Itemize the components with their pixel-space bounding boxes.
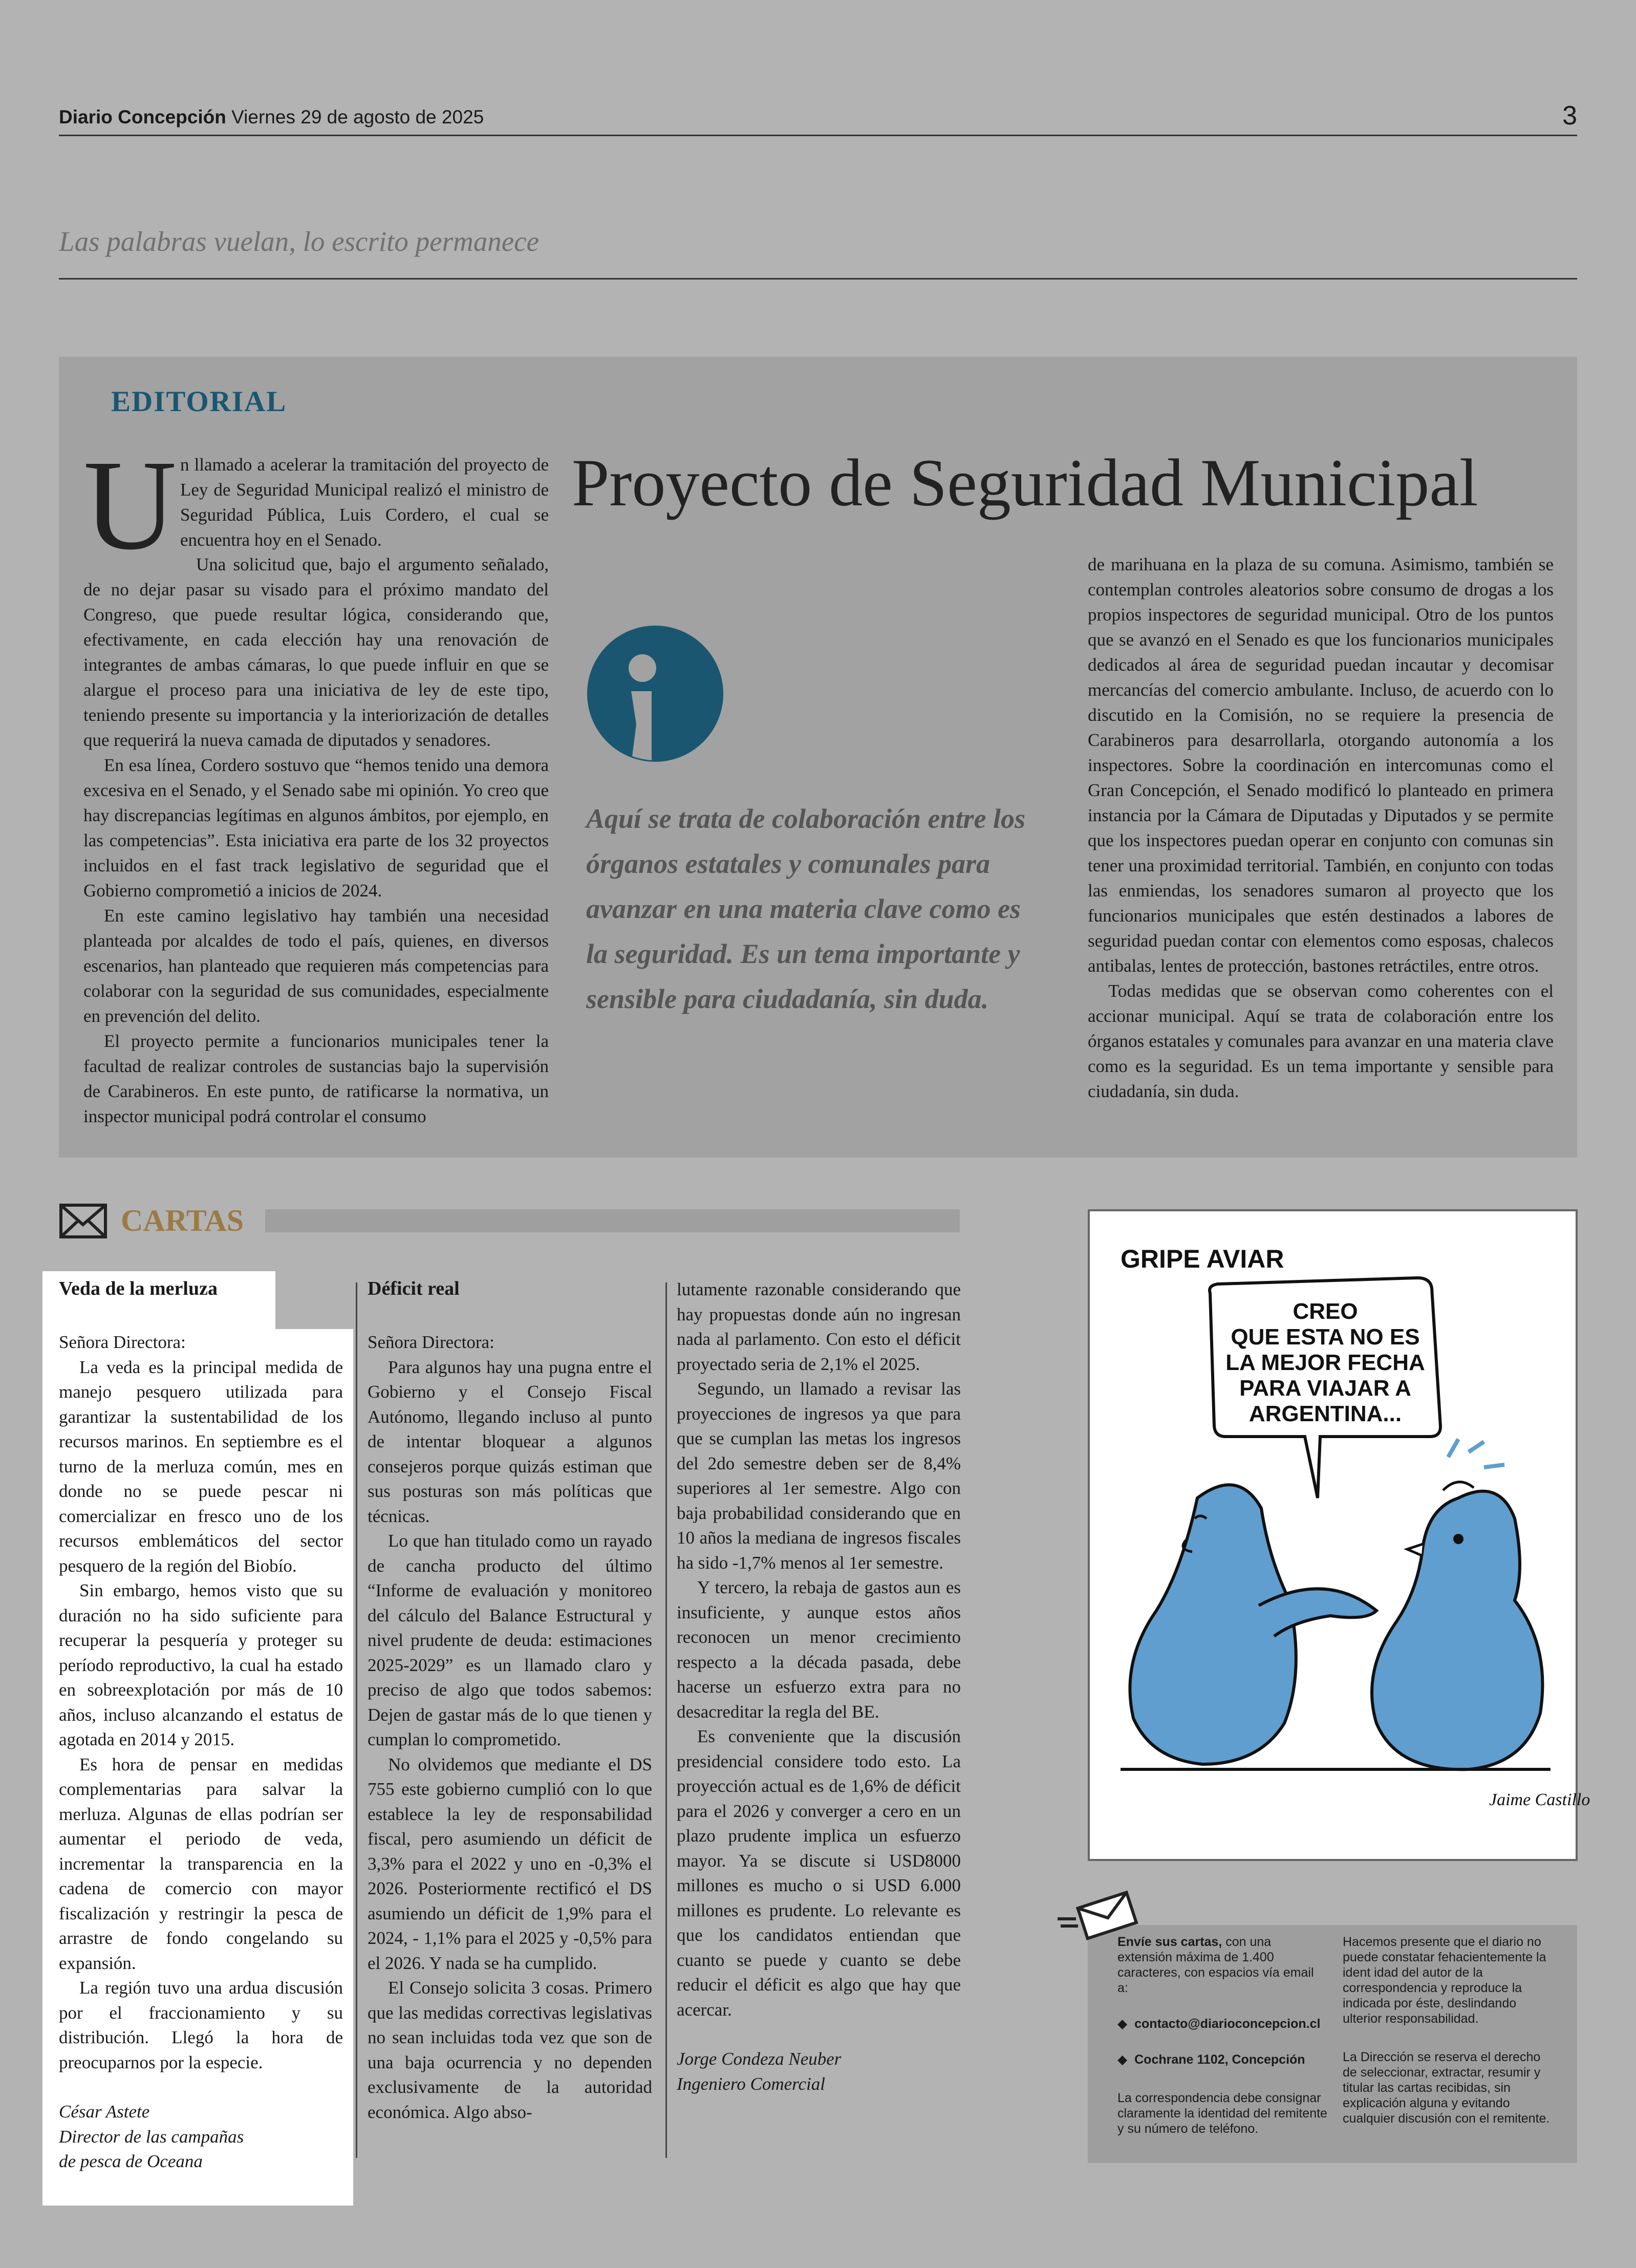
info-right-column xyxy=(1343,1934,1558,2126)
paper-name: Diario Concepción xyxy=(59,106,226,127)
letter-paragraph: El Consejo solicita 3 cosas. Primero que las medidas correctivas legislativas no sean incluidas toda vez que son de una baja ocurrencia y no dependen exclusivamente de la autoridad económica. Algo abso- xyxy=(368,1978,652,2122)
editorial-paragraph: El proyecto permite a funcionarios municipales tener la facultad de realizar controles de sustancias bajo la supervisión de Carabineros. En este punto, de ratificarse la normativa, un inspector municipal podrá controlar el consumo xyxy=(83,1031,549,1126)
info-intro-bold: Envíe sus cartas, xyxy=(1117,1935,1222,1949)
letter-signature-org: de pesca de Oceana xyxy=(59,2151,203,2171)
editorial-paragraph: En esa línea, Cordero sostuvo que “hemos tenido una demora excesiva en el Senado, y el Senado sabe mi opinión. Yo creo que hay discrepancias legítimas en algunos ámbitos, por ejemplo, en las competencias”. Esta iniciativa era parte de los 32 proyectos incluidos en el fast track legislativo de seguridad que el Gobierno comprometió a inicios de 2024. xyxy=(83,755,549,901)
editorial-cartoon xyxy=(1088,1209,1590,1861)
letter-paragraph: Segundo, un llamado a revisar las proyecciones de ingresos ya que para que se cumplan las metas los ingresos del 2do semestre deben ser de 8,4% superiores al 1er semestre. Algo con baja probabilidad considerando que en 10 años la mediana de ingresos fiscales ha sido -1,7% menos al 1er semestre. xyxy=(677,1379,961,1573)
header-dateline xyxy=(59,106,484,128)
speech-line: PARA VIAJAR A xyxy=(1239,1376,1411,1401)
letter-2-column-2 xyxy=(677,1277,961,2096)
issue-date: Viernes 29 de agosto de 2025 xyxy=(231,106,484,127)
letter-salutation: Señora Directora: xyxy=(368,1332,494,1352)
cartoon-drawing xyxy=(1090,1211,1590,1859)
editorial-label: EDITORIAL xyxy=(111,386,287,418)
editorial-paragraph: En este camino legislativo hay también una necesidad planteada por alcaldes de todo el país, quienes, en diversos escenarios, han planteado que requieren más competencias para colaborar con la seguridad de sus comunidades, especialmente en prevención del delito. xyxy=(83,906,549,1026)
letter-paragraph: No olvidemos que mediante el DS 755 este gobierno cumplió con lo que establece la ley de responsabilidad fiscal, pero asumiendo un déficit de 3,3% para el 2022 y uno en -0,3% el 2026. Posteriormente rectificó el DS asumiendo un déficit de 1,9% para el 2024, - 1,1% para el 2025 y -0,5% para el 2026. Y nada se ha cumplido. xyxy=(368,1754,652,1973)
speech-line: CREO xyxy=(1293,1299,1358,1324)
email-address: contacto@diarioconcepcion.cl xyxy=(1134,2017,1321,2031)
info-address: ◆ Cochrane 1102, Concepción xyxy=(1117,2052,1305,2067)
info-intro-rest: con una extensión máxima de 1.400 caracteres, con espacios vía email a: xyxy=(1117,1935,1314,1995)
speech-line: LA MEJOR FECHA xyxy=(1225,1350,1425,1375)
info-icon xyxy=(586,622,724,765)
column-rule xyxy=(665,1282,667,2158)
info-disclaimer-1: Hacemos presente que el diario no puede constatar fehacientemente la ident idad del autor de la correspondencia y reproduce la indicada por éste, deslindando ulterior responsabilidad. xyxy=(1343,1935,1546,2026)
cartas-label: CARTAS xyxy=(121,1204,244,1237)
letter-paragraph: Es hora de pensar en medidas complementarias para salvar la merluza. Algunas de ellas podrían ser aumentar el periodo de veda, incrementar la transparencia en la cadena de comercio con mayor fiscalización y restringir la pesca de arrastre de fondo congelando su expansión. xyxy=(59,1754,343,1973)
editorial-paragraph: de marihuana en la plaza de su comuna. Asimismo, también se contemplan controles aleatorios sobre consumo de drogas a los propios inspectores de seguridad municipal. Otro de los puntos que se avanzó en el Senado es que los funcionarios municipales dedicados al área de seguridad puedan incautar y decomisar mercancías del comercio ambulante. Incluso, de acuerdo con lo discutido en la Comisión, no se requiere la presencia de Carabineros para desarrollarla, otorgando autonomía a los inspectores. Sobre la coordinación en intercomunas como el Gran Concepción, el Senado modificó lo planteado en primera instancia por la Cámara de Diputadas y Diputados y se permite que los inspectores puedan operar en conjunto con comunas sin tener una proximidad territorial. También, en conjunto con todas las enmiendas, los senadores sumaron al proyecto que los funcionarios municipales que estén destinados a labores de seguridad puedan contar con elementos como esposas, chalecos antibalas, lentes de protección, bastones retráctiles, entre otros. xyxy=(1088,554,1554,976)
letter-signature-name: Jorge Condeza Neuber xyxy=(677,2049,842,2069)
letter-paragraph: Lo que han titulado como un rayado de cancha producto del último “Informe de evaluación y monitoreo del cálculo del Balance Estructural y nivel prudente de deuda: estimaciones 2025-2029” es un llamado claro y preciso de algo que todos sabemos: Dejen de gastar más de lo que tienen y cumplan lo comprometido. xyxy=(368,1531,652,1749)
postal-address: Cochrane 1102, Concepción xyxy=(1134,2052,1305,2067)
editorial-paragraph: Una solicitud que, bajo el argumento señalado, de no dejar pasar su visado para el próximo mandato del Congreso, que puede resultar lógica, considerando que, efectivamente, en cada elección hay una renovación de integrantes de ambas cámaras, lo que puede influir en que se alargue el proceso para una iniciativa de ley de este tipo, teniendo presente su importancia y la interiorización de detalles que requerirá la nueva camada de diputados y senadores. xyxy=(83,554,549,750)
letter-2-column-1 xyxy=(368,1330,652,2125)
editorial-title: Proyecto de Seguridad Municipal xyxy=(572,445,1478,520)
info-left-column xyxy=(1117,1934,1327,2136)
speech-line: QUE ESTA NO ES xyxy=(1231,1324,1420,1350)
letter-paragraph: lutamente razonable considerando que hay propuestas donde aún no ingresan nada al parlamento. Con esto el déficit proyectado seria de 2,1% el 2025. xyxy=(677,1279,961,1374)
letter-salutation: Señora Directora: xyxy=(59,1332,186,1352)
cartas-bar xyxy=(265,1209,960,1232)
drop-cap: U xyxy=(83,433,177,576)
letter-paragraph: Y tercero, la rebaja de gastos aun es insuficiente, y aunque estos años reconocen un menor crecimiento respecto a la década pasada, debe hacerse un esfuerzo extra para no desacreditar la regla del BE. xyxy=(677,1577,961,1722)
section-slogan: Las palabras vuelan, lo escrito permanece xyxy=(59,226,539,257)
info-email: ◆ contacto@diarioconcepcion.cl xyxy=(1117,2017,1321,2031)
letter-paragraph: La región tuvo una ardua discusión por el fraccionamiento y su distribución. Llegó la hora de preocuparnos por la especie. xyxy=(59,1978,343,2072)
letter-signature-name: César Astete xyxy=(59,2102,150,2122)
letter-paragraph: Para algunos hay una pugna entre el Gobierno y el Consejo Fiscal Autónomo, llegando incluso al punto de intentar bloquear a algunos consejeros porque quizás estiman que sus posturas son más políticas que técnicas. xyxy=(368,1357,652,1526)
letter-1-title: Veda de la merluza xyxy=(59,1278,218,1299)
header-rule xyxy=(59,135,1577,136)
letter-1-notch xyxy=(275,1269,355,1329)
letter-signature-role: Director de las campañas xyxy=(59,2126,244,2147)
column-rule xyxy=(356,1282,357,2158)
editorial-paragraph: Todas medidas que se observan como coherentes con el accionar municipal. Aquí se trata de colaboración entre los órganos estatales y comunales para avanzar en una materia clave como es la seguridad. Es un tema importante y sensible para ciudadanía, sin duda. xyxy=(1088,981,1554,1101)
cartoon-signature: Jaime Castillo xyxy=(1489,1790,1590,1809)
letter-paragraph: Sin embargo, hemos visto que su duración no ha sido suficiente para recuperar la pesquería y proteger su período reproductivo, la cual ha estado en sobreexplotación por más de 10 años, incluso alcanzando el estatus de agotada en 2014 y 2015. xyxy=(59,1580,343,1749)
flying-envelope-icon xyxy=(1056,1889,1140,1940)
envelope-icon xyxy=(59,1203,107,1239)
info-note: La correspondencia debe consignar claramente la identidad del remitente y su número de teléfono. xyxy=(1117,2091,1327,2136)
info-intro xyxy=(1117,1934,1327,1996)
cartoon-title: GRIPE AVIAR xyxy=(1121,1245,1284,1273)
slogan-rule xyxy=(59,278,1577,280)
letter-1-body xyxy=(59,1330,343,2174)
editorial-pull-quote: Aquí se trata de colaboración entre los órganos estatales y comunales para avanzar en una materia clave como es la seguridad. Es un tema importante y sensible para ciudadanía, sin duda. xyxy=(586,803,1026,1014)
letter-signature-role: Ingeniero Comercial xyxy=(677,2073,825,2094)
editorial-first-paragraph: n llamado a acelerar la tramitación del proyecto de Ley de Seguridad Municipal realizó el ministro de Seguridad Pública, Luis Cordero, el cual se encuentra hoy en el Senado. xyxy=(180,455,549,550)
info-disclaimer-2: La Dirección se reserva el derecho de seleccionar, extractar, resumir y titular las cartas recibidas, sin explicación alguna y evitando cualquier discusión con el remitente. xyxy=(1343,2050,1550,2126)
letter-paragraph: La veda es la principal medida de manejo pesquero utilizada para garantizar la sustentabilidad de los recursos marinos. En septiembre es el turno de la merluza común, mes en donde no se puede pescar ni comercializar en fresco uno de los recursos emblemáticos del sector pesquero de la región del Biobío. xyxy=(59,1357,343,1576)
letter-2-title: Déficit real xyxy=(368,1278,460,1299)
editorial-column-1 xyxy=(83,552,549,1129)
page-number: 3 xyxy=(1562,101,1577,131)
letter-paragraph: Es conveniente que la discusión presidencial considere todo esto. La proyección actual es de 1,6% de déficit para el 2026 y converger a cero en un plazo prudente implica un esfuerzo mayor. Ya se discute si USD8000 millones es mucho o si USD 6.000 millones es prudente. Lo relevante es que los candidatos entiendan que cuanto se puede y cuanto se debe reducir el déficit es algo que hay que acercar. xyxy=(677,1726,961,2020)
editorial-column-3 xyxy=(1088,552,1554,1104)
speech-line: ARGENTINA... xyxy=(1248,1401,1402,1426)
